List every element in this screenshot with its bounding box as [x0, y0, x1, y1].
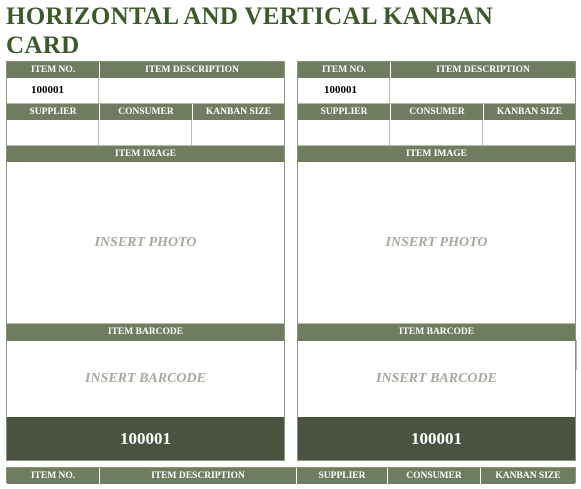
consumer-field[interactable]: [99, 120, 192, 146]
item-image-header: ITEM IMAGE: [298, 146, 575, 162]
barcode-placeholder[interactable]: INSERT BARCODE: [376, 371, 497, 386]
photo-placeholder[interactable]: INSERT PHOTO: [298, 162, 575, 324]
item-description-field[interactable]: [390, 78, 575, 104]
item-description-header: ITEM DESCRIPTION: [99, 468, 296, 484]
kanban-size-header: KANBAN SIZE: [483, 104, 575, 120]
supplier-field[interactable]: [298, 120, 390, 146]
consumer-header: CONSUMER: [390, 104, 483, 120]
kanban-size-field[interactable]: [483, 120, 575, 146]
item-no-header: ITEM NO.: [7, 468, 99, 484]
consumer-field[interactable]: [390, 120, 483, 146]
kanban-card-horizontal: [6, 467, 576, 483]
page-edge-line: [576, 340, 581, 370]
kanban-size-header: KANBAN SIZE: [480, 468, 575, 484]
page-title: HORIZONTAL AND VERTICAL KANBAN CARD: [6, 3, 494, 59]
barcode-number: 100001: [7, 417, 284, 460]
item-no-field[interactable]: 100001: [7, 78, 99, 104]
supplier-header: SUPPLIER: [296, 468, 387, 484]
supplier-header: SUPPLIER: [298, 104, 390, 120]
item-barcode-header: ITEM BARCODE: [7, 324, 284, 341]
kanban-card-vertical-2: [297, 61, 576, 461]
item-description-field[interactable]: [99, 78, 284, 104]
item-image-header: ITEM IMAGE: [7, 146, 284, 162]
item-no-field[interactable]: 100001: [298, 78, 390, 104]
barcode-placeholder[interactable]: INSERT BARCODE: [85, 371, 206, 386]
item-barcode-header: ITEM BARCODE: [298, 324, 575, 341]
item-no-header: ITEM NO.: [298, 62, 390, 78]
item-no-header: ITEM NO.: [7, 62, 99, 78]
consumer-header: CONSUMER: [387, 468, 480, 484]
item-description-header: ITEM DESCRIPTION: [99, 62, 284, 78]
supplier-header: SUPPLIER: [7, 104, 99, 120]
item-description-header: ITEM DESCRIPTION: [390, 62, 575, 78]
kanban-card-vertical-1: [6, 61, 285, 461]
kanban-size-field[interactable]: [192, 120, 284, 146]
supplier-field[interactable]: [7, 120, 99, 146]
consumer-header: CONSUMER: [99, 104, 192, 120]
barcode-number: 100001: [298, 417, 575, 460]
photo-placeholder[interactable]: INSERT PHOTO: [7, 162, 284, 324]
kanban-size-header: KANBAN SIZE: [192, 104, 284, 120]
